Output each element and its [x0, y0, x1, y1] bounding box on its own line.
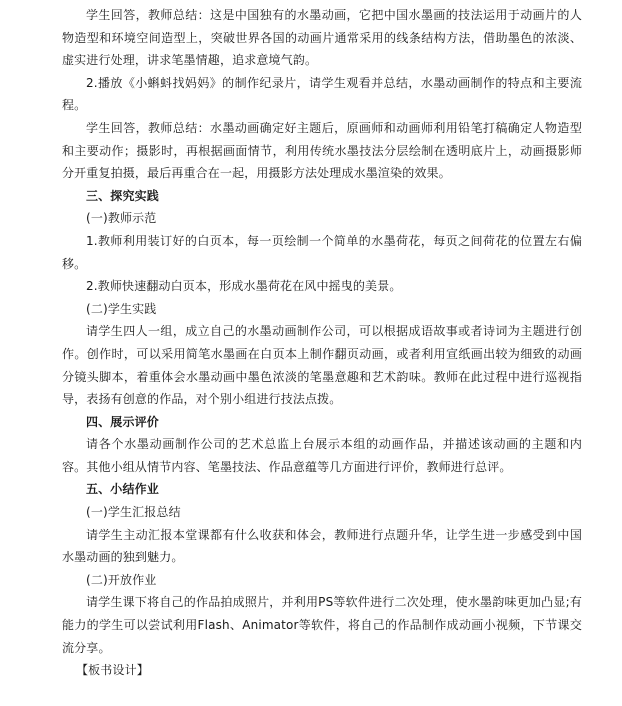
subheading-student-practice: (二)学生实践 [86, 301, 157, 316]
paragraph-teacher-summary-1: 学生回答，教师总结：这是中国独有的水墨动画，它把中国水墨画的技法运用于动画片的人物造型和环境空间造型上，突破世界各国的动画片通常采用的线条结构方法，借助墨色的浓淡、虚实进行处理，讲求笔墨情趣，追求意境气韵。 [62, 8, 582, 68]
section-heading-summary-homework: 五、小结作业 [86, 482, 159, 497]
paragraph-student-report: 请学生主动汇报本堂课都有什么收获和体会，教师进行点题升华，让学生进一步感受到中国水墨动画的独到魅力。 [62, 527, 582, 565]
section-heading-explore-practice: 三、探究实践 [86, 188, 159, 203]
document-body [62, 4, 582, 682]
subheading-student-report: (一)学生汇报总结 [86, 505, 181, 520]
paragraph-student-practice: 请学生四人一组，成立自己的水墨动画制作公司，可以根据成语故事或者诗词为主题进行创作。创作时，可以采用简笔水墨画在白页本上制作翻页动画，或者利用宣纸画出较为细致的动画分镜头脚本，着重体会水墨动画中墨色浓淡的笔墨意趣和艺术韵味。教师在此过程中进行巡视指导，表扬有创意的作品，对个别小组进行技法点拨。 [62, 324, 582, 407]
paragraph-show-evaluate: 请各个水墨动画制作公司的艺术总监上台展示本组的动画作品，并描述该动画的主题和内容。其他小组从情节内容、笔墨技法、作品意蕴等几方面进行评价，教师进行总评。 [62, 437, 582, 474]
subheading-open-homework: (二)开放作业 [86, 572, 157, 587]
paragraph-teacher-summary-2: 学生回答，教师总结：水墨动画确定好主题后，原画师和动画师利用铅笔打稿确定人物造型和主要动作；摄影时，再根据画面情节，利用传统水墨技法分层绘制在透明底片上，动画摄影师分开重复拍摄，最后再重合在一起，用摄影方法处理成水墨渲染的效果。 [62, 120, 582, 181]
paragraph-open-homework: 请学生课下将自己的作品拍成照片，并利用PS等软件进行二次处理，使水墨韵味更加凸显;有能力的学生可以尝试利用Flash、Animator等软件，将自己的作品制作成动画小视频，下节课交流分享。 [62, 595, 582, 655]
board-design-label: 【板书设计】 [76, 663, 149, 678]
subheading-teacher-demo: (一)教师示范 [86, 211, 157, 226]
paragraph-play-documentary: 2.播放《小蝌蚪找妈妈》的制作纪录片，请学生观看并总结，水墨动画制作的特点和主要流程。 [62, 75, 582, 113]
section-heading-show-evaluate: 四、展示评价 [86, 414, 159, 429]
paragraph-demo-step-2: 2.教师快速翻动白页本，形成水墨荷花在风中摇曳的美景。 [86, 279, 402, 294]
paragraph-demo-step-1: 1.教师利用装订好的白页本，每一页绘制一个简单的水墨荷花，每页之间荷花的位置左右偏移。 [62, 233, 582, 271]
